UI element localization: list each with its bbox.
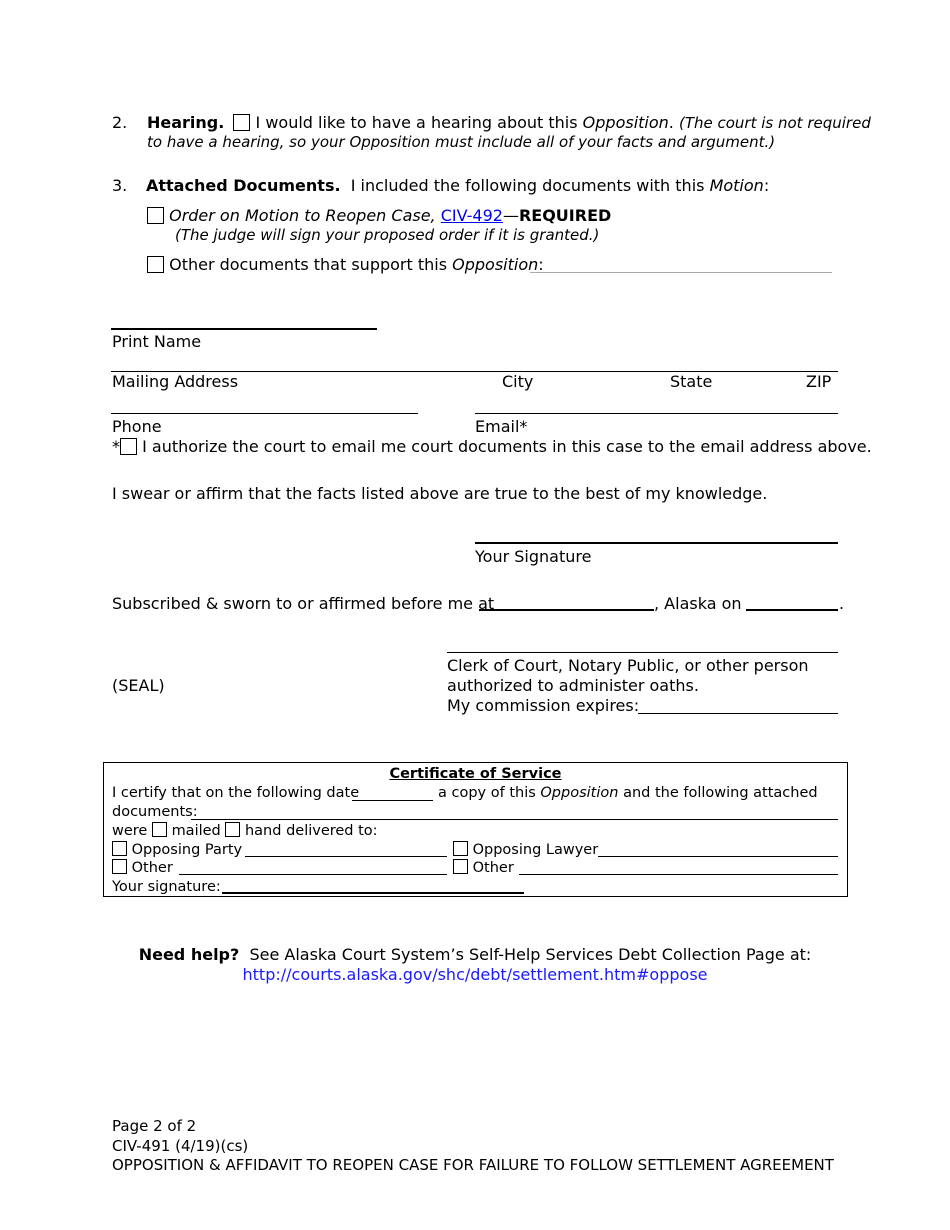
footer-page: Page 2 of 2 [112,1117,197,1135]
clerk-line2: authorized to administer oaths. [447,676,699,695]
email-label: Email* [475,417,528,436]
civ-492-link[interactable]: CIV-492 [440,206,503,225]
certificate-date-line[interactable] [352,800,433,801]
subscribed-date-line[interactable] [746,609,838,611]
hearing-note-line2-text: to have a hearing, so your Opposition must include all of your facts and argument.) [147,133,776,151]
attached-docs-colon: : [763,176,770,195]
phone-label: Phone [112,417,162,436]
certificate-title: Certificate of Service [389,766,562,782]
order-dash: — [502,206,519,225]
signature-line[interactable] [475,542,838,544]
subscribed-text: Subscribed & sworn to or affirmed before me at [112,594,495,613]
hand-delivered-label: hand delivered to: [244,823,378,839]
attached-docs-line [146,176,769,196]
auth-star: * [112,437,120,456]
your-signature-label: Your Signature [475,547,592,566]
order-checkbox[interactable] [147,207,164,224]
subscribed-alaska-on: , Alaska on [654,594,742,613]
clerk-signature-line[interactable] [447,652,838,653]
hand-delivered-checkbox[interactable] [225,822,240,837]
clerk-line1: Clerk of Court, Notary Public, or other person [447,656,809,675]
commission-expires-label: My commission expires: [447,696,640,715]
opposing-lawyer-row [453,841,598,859]
required-label: REQUIRED [518,206,612,225]
help-url-link[interactable]: http://courts.alaska.gov/shc/debt/settlement.htm#oppose [242,965,708,984]
hearing-checkbox[interactable] [233,114,250,131]
phone-line[interactable] [111,413,418,414]
certificate-copy-text [438,784,818,802]
email-authorization [112,437,872,457]
auth-text: I authorize the court to email me court documents in this case to the email address above. [142,437,872,456]
opposing-party-label: Opposing Party [131,842,243,858]
other-left-label: Other [131,860,173,876]
opposing-lawyer-line[interactable] [598,856,838,857]
other-left-checkbox[interactable] [112,859,127,874]
certificate-signature-label: Your signature: [112,879,221,895]
commission-expires-line[interactable] [638,713,838,714]
state-label: State [670,372,713,391]
footer-form-number: CIV-491 (4/19)(cs) [112,1137,249,1155]
order-option [147,206,611,226]
need-help-text: See Alaska Court System’s Self-Help Services Debt Collection Page at: [249,945,812,964]
other-docs-colon: : [538,255,544,274]
need-help-label: Need help? [138,945,240,964]
attached-docs-title: Attached Documents. [146,176,341,195]
certificate-copy-b: and the following attached [623,785,818,801]
mailing-address-label: Mailing Address [112,372,239,391]
other-docs-checkbox[interactable] [147,256,164,273]
hearing-text: I would like to have a hearing about this [255,113,578,132]
opposing-lawyer-label: Opposing Lawyer [472,842,599,858]
opposing-party-line[interactable] [245,856,447,857]
email-authorization-checkbox[interactable] [120,438,137,455]
zip-label: ZIP [806,372,832,391]
hearing-title: Hearing. [147,113,225,132]
order-note-text: (The judge will sign your proposed order if it is granted.) [175,226,600,244]
certificate-signature-line[interactable] [222,892,524,894]
opposing-party-row [112,841,242,859]
certificate-documents-line[interactable] [191,819,838,820]
certificate-documents-label: documents: [112,804,198,820]
print-name-line[interactable] [111,328,377,330]
email-line[interactable] [475,413,838,414]
other-docs-line[interactable] [530,272,832,273]
need-help-line [0,945,950,965]
other-left-line[interactable] [179,874,447,875]
other-docs-text: Other documents that support this [169,255,448,274]
certificate-method-row [112,822,378,840]
opposing-lawyer-checkbox[interactable] [453,841,468,856]
hearing-period: . [668,113,674,132]
item-2-number: 2. [112,113,128,132]
other-right-line[interactable] [519,874,838,875]
seal-label: (SEAL) [112,676,165,695]
other-right-row [453,859,514,877]
item-3-number: 3. [112,176,128,195]
other-right-checkbox[interactable] [453,859,468,874]
attached-docs-text: I included the following documents with this [350,176,705,195]
hearing-note-line1: (The court is not required [678,114,871,132]
mailed-checkbox[interactable] [152,822,167,837]
print-name-label: Print Name [112,332,202,351]
order-option-text: Order on Motion to Reopen Case, [169,206,436,225]
subscribed-location-line[interactable] [479,609,654,611]
other-right-label: Other [472,860,514,876]
certificate-title-wrap [103,765,848,783]
other-docs-opposition-word: Opposition [452,255,539,274]
other-left-row [112,859,173,877]
opposing-party-checkbox[interactable] [112,841,127,856]
city-label: City [502,372,534,391]
other-docs-option [147,255,544,275]
certificate-opposition-word: Opposition [540,785,619,801]
attached-docs-motion-word: Motion [709,176,764,195]
subscribed-period: . [839,594,845,613]
mailed-label: mailed [171,823,221,839]
hearing-opposition-word: Opposition [582,113,669,132]
hearing-note-line2 [147,133,775,152]
footer-form-title: OPPOSITION & AFFIDAVIT TO REOPEN CASE FOR FAILURE TO FOLLOW SETTLEMENT AGREEMENT [112,1156,834,1174]
were-label: were [112,823,148,839]
certificate-date-text: I certify that on the following date [112,785,360,801]
hearing-line [147,113,871,133]
order-note [175,226,599,245]
certificate-copy-a: a copy of this [438,785,536,801]
help-url-wrap [0,965,950,985]
affirmation-text: I swear or affirm that the facts listed above are true to the best of my knowledge. [112,484,768,503]
